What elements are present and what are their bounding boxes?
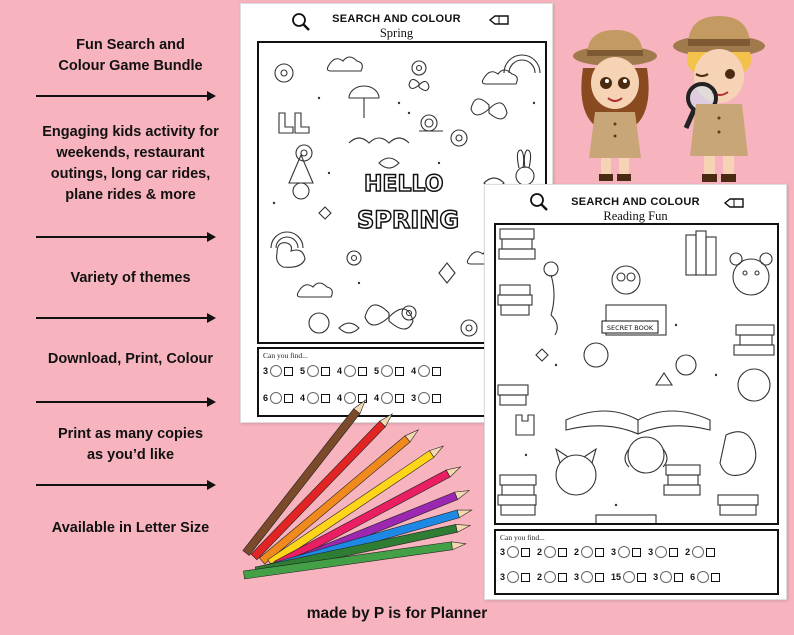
reading-title: SEARCH AND COLOUR <box>571 196 700 208</box>
checkbox[interactable] <box>395 367 404 376</box>
reading-find-box <box>494 529 779 595</box>
find-item <box>537 571 567 583</box>
find-item <box>648 546 678 558</box>
find-item <box>337 365 367 377</box>
checkbox[interactable] <box>595 573 604 582</box>
checkbox[interactable] <box>521 573 530 582</box>
find-count: 3 <box>263 366 269 376</box>
checkbox[interactable] <box>706 548 715 557</box>
arrow-4 <box>36 397 216 407</box>
find-item <box>574 546 604 558</box>
checkbox[interactable] <box>558 573 567 582</box>
checkbox[interactable] <box>637 573 646 582</box>
spring-banner-text: SPRING <box>357 206 460 234</box>
cloud-icon <box>307 365 319 377</box>
checkbox[interactable] <box>558 548 567 557</box>
butterfly-icon <box>418 365 430 377</box>
feature-list <box>0 0 250 635</box>
reading-find-row-1 <box>500 546 720 558</box>
flower-icon <box>270 365 282 377</box>
feature-2-line-4: plane rides & more <box>65 187 196 203</box>
reading-subtitle: Reading Fun <box>603 209 668 223</box>
reading-artwork <box>494 223 779 525</box>
hello-banner-text: HELLO <box>364 172 444 197</box>
feature-1-line-2: Colour Game Bundle <box>58 58 203 74</box>
feature-5-line-2: as you’d like <box>86 447 175 463</box>
spring-title: SEARCH AND COLOUR <box>332 13 461 25</box>
find-item <box>653 571 683 583</box>
feature-6-line-1: Available in Letter Size <box>51 520 210 536</box>
checkbox[interactable] <box>711 573 720 582</box>
spring-subtitle: Spring <box>379 26 414 40</box>
feature-3 <box>18 268 243 289</box>
feature-1 <box>18 35 243 77</box>
reading-find-label: Can you find... <box>500 533 545 542</box>
checkbox[interactable] <box>321 367 330 376</box>
checkbox[interactable] <box>432 367 441 376</box>
find-item <box>690 571 720 583</box>
arrow-1 <box>36 91 216 101</box>
star-icon <box>623 571 635 583</box>
checkbox[interactable] <box>669 548 678 557</box>
leopard-icon <box>544 571 556 583</box>
arrow-5 <box>36 480 216 490</box>
find-item <box>685 546 715 558</box>
find-count: 3 <box>653 572 659 582</box>
find-count: 4 <box>337 393 343 403</box>
find-count: 2 <box>574 547 580 557</box>
spring-find-label: Can you find... <box>263 351 308 360</box>
colored-pencils <box>236 385 496 585</box>
find-item <box>300 365 330 377</box>
find-count: 5 <box>300 366 306 376</box>
reading-doodles <box>496 225 779 525</box>
find-item <box>411 365 441 377</box>
find-count: 5 <box>374 366 380 376</box>
feature-3-line-1: Variety of themes <box>70 270 191 286</box>
find-count: 4 <box>337 366 343 376</box>
duck-icon <box>344 365 356 377</box>
find-count: 2 <box>537 547 543 557</box>
dog-icon <box>507 571 519 583</box>
detective-girl <box>565 28 665 183</box>
feature-5-line-1: Print as many copies <box>57 426 204 442</box>
mermaid-icon <box>618 546 630 558</box>
find-count: 3 <box>500 547 506 557</box>
cat-icon <box>544 546 556 558</box>
arrow-3 <box>36 313 216 323</box>
feature-2-line-3: outings, long car rides, <box>50 166 211 182</box>
find-count: 3 <box>648 547 654 557</box>
find-count: 3 <box>611 547 617 557</box>
find-count: 3 <box>500 572 506 582</box>
find-count: 6 <box>690 572 696 582</box>
checkbox[interactable] <box>358 367 367 376</box>
bookmark-icon <box>697 571 709 583</box>
feature-4-line-1: Download, Print, Colour <box>47 351 214 367</box>
feature-2-line-1: Engaging kids activity for <box>42 124 219 140</box>
feature-1-line-1: Fun Search and <box>76 37 185 53</box>
bunny-icon <box>381 365 393 377</box>
find-count: 2 <box>537 572 543 582</box>
book-icon <box>581 571 593 583</box>
find-count: 3 <box>411 393 417 403</box>
crayon-icon <box>723 195 745 211</box>
checkbox[interactable] <box>284 367 293 376</box>
feature-2 <box>18 122 243 206</box>
checkbox[interactable] <box>595 548 604 557</box>
find-item <box>500 546 530 558</box>
footer-credit: made by P is for Planner <box>306 605 488 622</box>
open-book-icon <box>660 571 672 583</box>
checkbox[interactable] <box>521 548 530 557</box>
bear-icon <box>507 546 519 558</box>
find-item <box>611 571 646 583</box>
checkbox[interactable] <box>632 548 641 557</box>
find-item <box>574 571 604 583</box>
find-count: 4 <box>411 366 417 376</box>
find-count: 6 <box>263 393 269 403</box>
feature-4 <box>18 349 243 370</box>
find-count: 3 <box>574 572 580 582</box>
feature-5 <box>18 424 243 466</box>
find-item <box>500 571 530 583</box>
find-item <box>374 365 404 377</box>
arrow-2 <box>36 232 216 242</box>
find-count: 4 <box>374 393 380 403</box>
checkbox[interactable] <box>674 573 683 582</box>
find-count: 2 <box>685 547 691 557</box>
reading-sheet <box>484 184 787 600</box>
find-item <box>537 546 567 558</box>
crayon-icon <box>488 12 510 28</box>
dragon-icon <box>692 546 704 558</box>
find-count: 4 <box>300 393 306 403</box>
spring-find-row-1 <box>263 365 446 377</box>
castle-icon <box>655 546 667 558</box>
reading-find-row-2 <box>500 571 725 583</box>
feature-2-line-2: weekends, restaurant <box>56 145 205 161</box>
find-item <box>263 365 293 377</box>
detective-boy <box>664 12 774 184</box>
secret-book-sign: SECRET BOOK <box>606 324 654 332</box>
find-count: 15 <box>611 572 622 582</box>
find-item <box>611 546 641 558</box>
feature-6 <box>18 518 243 539</box>
owl-icon <box>581 546 593 558</box>
